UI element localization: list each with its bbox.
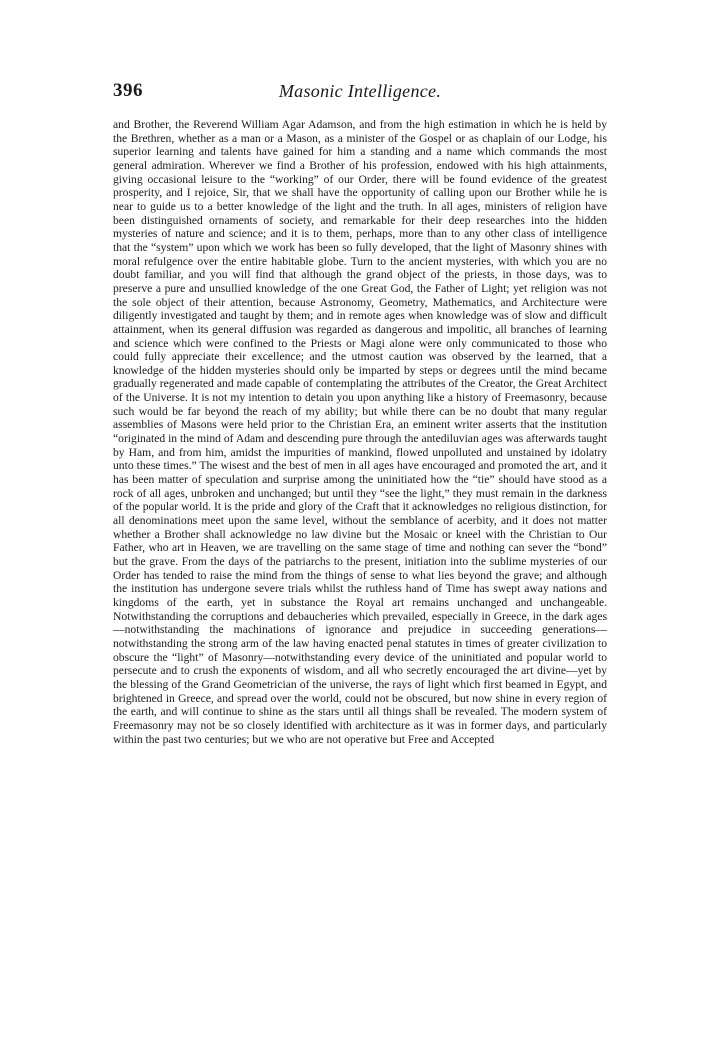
page-number: 396 <box>113 80 143 101</box>
document-page <box>113 80 607 746</box>
body-paragraph: and Brother, the Reverend William Agar Adamson, and from the high estimation in which he is held by the Brethren, whether as a man or a Mason, as a minister of the Gospel or as chaplain of our Lodge, his superior learning and talents have gained for him a standing and a name which commands the most general admiration. Wherever we find a Brother of his profession, endowed with his high attainments, giving occasional leisure to the “working” of our Order, there will be found evidence of the greatest prosperity, and I rejoice, Sir, that we shall have the opportunity of calling upon our Brother while he is near to guide us to a better knowledge of the light and the truth. In all ages, ministers of religion have been distinguished ornaments of society, and remarkable for their deep researches into the hidden mysteries of nature and science; and it is to them, perhaps, more than to any other class of intelligence that the “system” upon which we work has been so fully developed, that the light of Masonry shines with moral refulgence over the entire habitable globe. Turn to the ancient mysteries, with which you are no doubt familiar, and you will find that although the grand object of the priests, in those days, was to preserve a pure and unsullied knowledge of the one Great God, the Father of Light; yet religion was not the sole object of their attention, because Astronomy, Geometry, Mathematics, and Architecture were diligently investigated and taught by them; and in remote ages when knowledge was of slow and difficult attainment, when its general diffusion was regarded as dangerous and impolitic, all branches of learning and science which were confined to the Priests or Magi alone were only communicated to those who could fully appreciate their excellence; and the utmost caution was observed by the learned, that a knowledge of the hidden mysteries should only be imparted by steps or degrees until the mind became gradually regenerated and made capable of contemplating the attributes of the Creator, the Great Architect of the Universe. It is not my intention to detain you upon anything like a history of Freemasonry, because such would be far beyond the reach of my ability; but while there can be no doubt that many regular assemblies of Masons were held prior to the Christian Era, an eminent writer asserts that the institution “originated in the mind of Adam and descending pure through the antediluvian ages was afterwards taught by Ham, and from him, amidst the impurities of mankind, flowed unpolluted and unstained by idolatry unto these times.” The wisest and the best of men in all ages have encouraged and promoted the art, and it has been matter of speculation and surprise among the uninitiated how the “tie” should have stood as a rock of all ages, unbroken and unchanged; but until they “see the light,” they must remain in the darkness of the popular world. It is the pride and glory of the Craft that it acknowledges no religious distinction, for all denominations meet upon the same level, without the semblance of acerbity, and it does not matter whether a Brother shall acknowledge no law divine but the Mosaic or kneel with the Christian to Our Father, who art in Heaven, we are travelling on the same stage of time and nothing can sever the “bond” but the grave. From the days of the patriarchs to the present, initiation into the sublime mysteries of our Order has tended to raise the mind from the things of sense to what lies beyond the grave; and although the institution has undergone severe trials whilst the ruthless hand of Time has swept away nations and kingdoms of the earth, yet in substance the Royal art remains unchanged and unchangeable. Notwithstanding the corruptions and debaucheries which prevailed, especially in Greece, in the dark ages—notwithstanding the machinations of ignorance and prejudice in succeeding generations—notwithstanding the strong arm of the law having enacted penal statutes in times of greater civilization to obscure the “light” of Masonry—notwithstanding every device of the uninitiated and popular world to persecute and to crush the exponents of wisdom, and all who secretly encouraged the art divine—yet by the blessing of the Grand Geometrician of the universe, the rays of light which first beamed in Egypt, and brightened in Greece, and spread over the world, could not be obscured, but now shine in every region of the earth, and will continue to shine as the stars until all things shall be revealed. The modern system of Freemasonry may not be so closely identified with architecture as it was in former days, and particularly within the past two centuries; but we who are not operative but Free and Accepted <box>113 118 607 746</box>
running-title: Masonic Intelligence. <box>278 81 442 101</box>
running-head <box>113 80 607 108</box>
